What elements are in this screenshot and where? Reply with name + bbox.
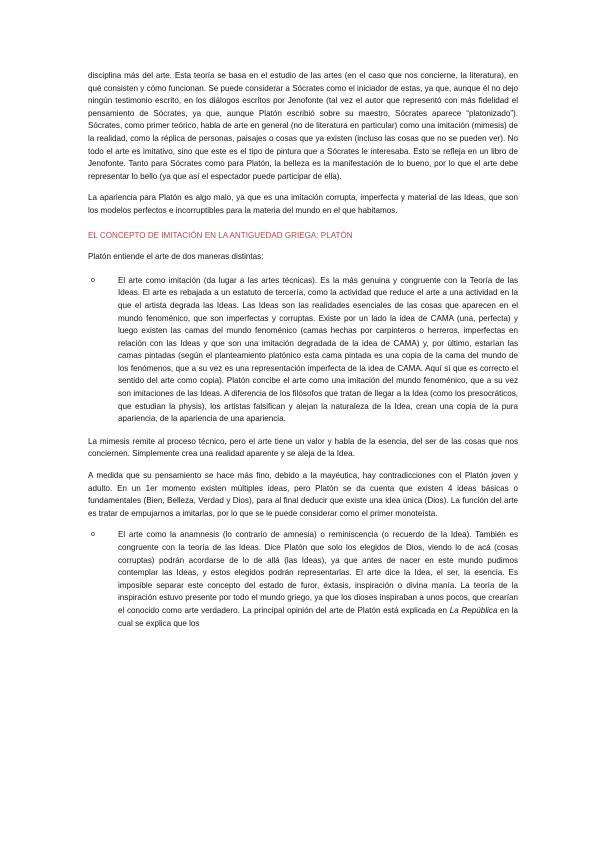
paragraph-apariencia: La apariencia para Platón es algo malo, ya que es una imitación corrupta, imperfecta y material de las Ideas, que son los modelos perfectos e incorruptibles para la materia del mundo en el que habitamos. [88, 193, 518, 215]
list-item-text-end: en la cual se explica que los [118, 605, 518, 628]
paragraph-mimesis: La mimesis remite al proceso técnico, pero el arte tiene un valor y habla de la esencia, del ser de las cosas que nos conciernen. Simplemente crea una realidad aparente y se aleja de la Idea. [88, 436, 518, 459]
bullet-circle-icon: o [91, 531, 95, 539]
paragraph-mayeutica: A medida que su pensamiento se hace más fino, debido a la mayéutica, hay contradicciones con el Platón joven y adulto. En un 1er momento existen múltiples ideas, pero Platón se da cuenta que existen 4 ideas básicas o fundamentales (Bien, Belleza, Verdad y Dios), para al final deducir que existe una idea única (Dios). La función del arte es tratar de empujarnos a imitarlas, por lo que se le puede considerar como el primer monoteísta. [88, 471, 518, 518]
list-item-imitacion [88, 275, 518, 426]
list-item-text: El arte como imitación (da lugar a las artes técnicas). Es la más genuina y congruente con la Teoría de las Ideas. El arte es rebajada a un estatuto de tercería, como la actividad que reduce el arte a una actividad en la que el artista degrada las Ideas. Las Ideas son las realidades esenciales de las cosas que aparecen en el mundo fenoménico, que son imperfectas y corruptas. Existe por un lado la idea de CAMA (una, perfecta) y luego existen las camas del mundo fenoménico (camas hechas por carpinteros o herreros, imperfectas en relación con las Ideas y que son una imitación degradada de la idea de CAMA) y, por último, estarían las camas pintadas (según el planteamiento platónico esta cama pintada es una copia de la cama del mundo de los fenómenos, que a su vez es una representación imperfecta de la idea de CAMA. Aquí sí que es correcto el sentido del arte como copia). Platón concibe el arte como una imitación del mundo fenoménico, que a su vez son imitaciones de las Ideas. A diferencia de los filósofos que tratan de llegar a la Idea (como los presocráticos, que estudian la physis), los artistas falsifican y alejan la naturaleza de la Idea, crean una copia de la pura apariencia, de la apariencia de una apariencia. [118, 275, 518, 424]
list-item-text-main: El arte como la anamnesis (lo contrario de amnesia) o reminiscencia (o recuerdo de la Idea). También es congruente con la teoría de las Ideas. Dice Platón que solo los elegidos de Dios, viendo lo de acá (cosas corruptas) podrán acordarse de lo de allá (las Ideas), ya que antes de nacer en este mundo pudimos contemplar las Ideas, y estos elegidos podrán representarlas. El arte dice la Idea, el ser, la esencia. Es imposible separar este concepto del estado de furor, éxtasis, inspiración o divina manía. La teoría de la inspiración estuvo presente por todo el mundo griego, ya que los dioses inspiraban a unos pocos, que crearían el conocido como arte verdadero. La principal opinión del arte de Platón está explicada en [118, 530, 518, 615]
section-heading: EL CONCEPTO DE IMITACIÓN EN LA ANTIGUEDAD GRIEGA: PLATÓN [88, 230, 353, 240]
paragraph-intro: Platón entiende el arte de dos maneras distintas: [88, 252, 264, 262]
document-body [88, 70, 518, 640]
list-item-anamnesis [88, 529, 518, 630]
book-title: La República [449, 605, 498, 615]
list-item-text [118, 529, 518, 630]
paragraph-socrates: disciplina más del arte. Esta teoría se basa en el estudio de las artes (en el caso que nos concierne, la literatura), en qué consisten y cómo funcionan. Se puede considerar a Sócrates como el iniciador de estas, ya que, aunque él no dejo ningún testimonio escrito, en los diálogos escritos por Jenofonte (tal vez el autor que representó con más fidelidad el pensamiento de Sócrates, ya que, aunque Platón escribió sobre su maestro, Sócrates aparece “platonizado”). Sócrates, como primer teórico, habla de arte en general (no de literatura en particular) como una imitación (mimesis) de la realidad, como la réplica de personas, paisajes o cosas que ya existen (incluso las cosas que no se pueden ver). No todo el arte es imitativo, sino que este es el tipo de pintura que a Sócrates le interesaba. Esto se refleja en un libro de Jenofonte. Tanto para Sócrates como para Platón, la belleza es la manifestación de lo bueno, por lo que el arte debe representar lo bello (ya que así el espectador puede participar de ella). [88, 71, 518, 181]
bullet-circle-icon: o [91, 276, 95, 284]
